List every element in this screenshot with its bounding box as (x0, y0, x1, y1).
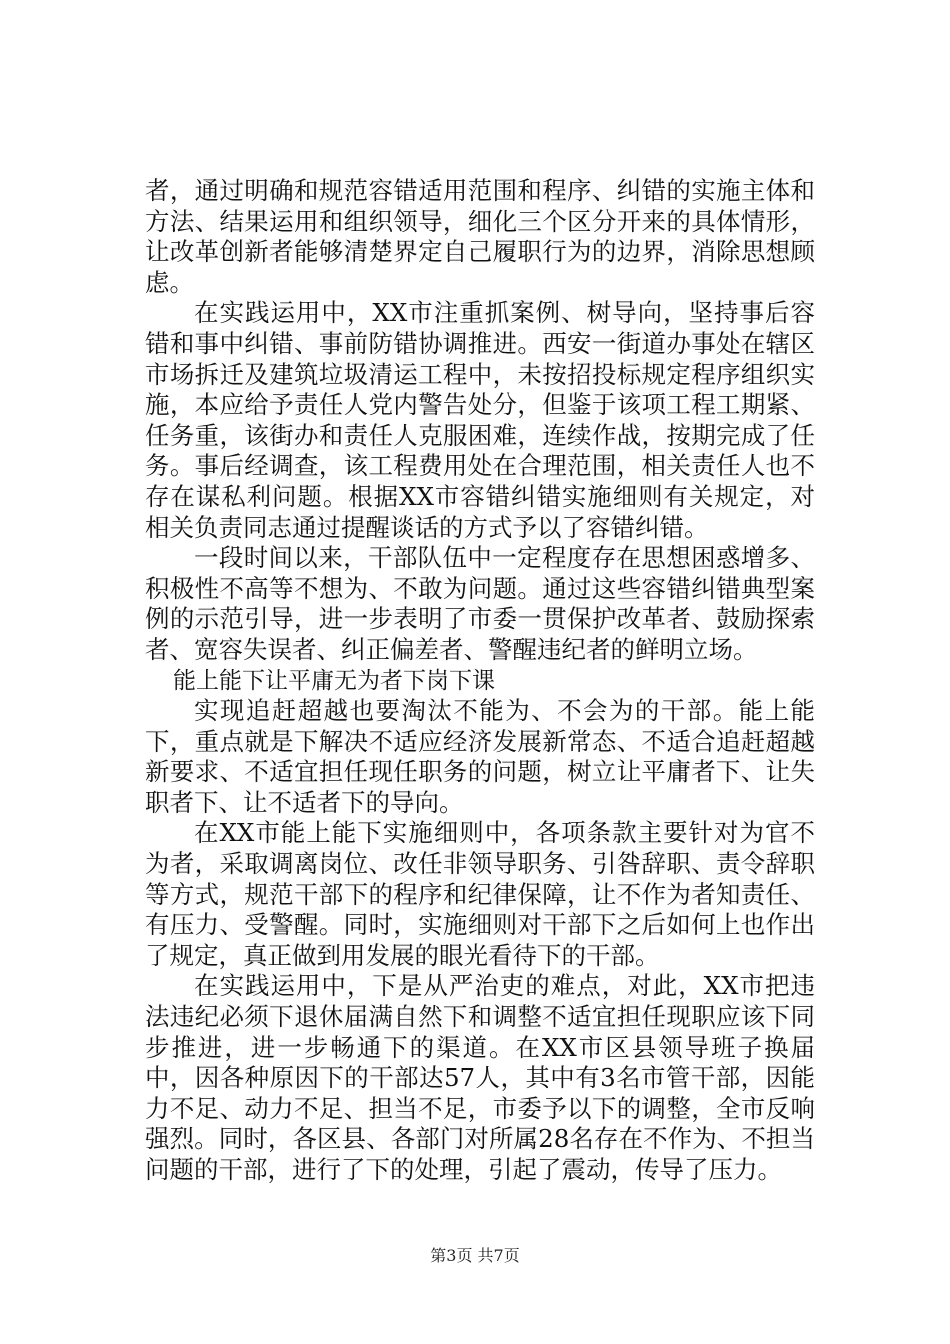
document-body (145, 176, 815, 1186)
section-heading: 能上能下让平庸无为者下岗下课 (173, 667, 495, 694)
paragraph-3: 一段时间以来，干部队伍中一定程度存在思想困惑增多、积极性不高等不想为、不敢为问题。通过这些容错纠错典型案例的示范引导，进一步表明了市委一贯保护改革者、鼓励探索者、宽容失误者、纠正偏差者、警醒违纪者的鲜明立场。 (145, 543, 815, 664)
page-footer (0, 1243, 950, 1266)
paragraph-2: 在实践运用中，XX市注重抓案例、树导向，坚持事后容错和事中纠错、事前防错协调推进。西安一街道办事处在辖区市场拆迁及建筑垃圾清运工程中，未按招投标规定程序组织实施，本应给予责任人党内警告处分，但鉴于该项工程工期紧、任务重，该街办和责任人克服困难，连续作战，按期完成了任务。事后经调查，该工程费用处在合理范围，相关责任人也不存在谋私利问题。根据XX市容错纠错实施细则有关规定，对相关负责同志通过提醒谈话的方式予以了容错纠错。 (145, 298, 815, 542)
paragraph-1: 者，通过明确和规范容错适用范围和程序、纠错的实施主体和方法、结果运用和组织领导，细化三个区分开来的具体情形，让改革创新者能够清楚界定自己履职行为的边界，消除思想顾虑。 (145, 176, 815, 297)
paragraph-6: 在实践运用中，下是从严治吏的难点，对此，XX市把违法违纪必须下退休届满自然下和调整不适宜担任现职应该下同步推进，进一步畅通下的渠道。在XX市区县领导班子换届中，因各种原因下的干部达57人，其中有3名市管干部，因能力不足、动力不足、担当不足，市委予以下的调整，全市反响强烈。同时，各区县、各部门对所属28名存在不作为、不担当问题的干部，进行了下的处理，引起了震动，传导了压力。 (145, 971, 815, 1184)
paragraph-4: 实现追赶超越也要淘汰不能为、不会为的干部。能上能下，重点就是下解决不适应经济发展新常态、不适合追赶超越新要求、不适宜担任现任职务的问题，树立让平庸者下、让失职者下、让不适者下的导向。 (145, 696, 815, 817)
paragraph-5: 在XX市能上能下实施细则中，各项条款主要针对为官不为者，采取调离岗位、改任非领导职务、引咎辞职、责令辞职等方式，规范干部下的程序和纪律保障，让不作为者知责任、有压力、受警醒。同时，实施细则对干部下之后如何上也作出了规定，真正做到用发展的眼光看待下的干部。 (145, 818, 815, 970)
page-number-label: 第3页 共7页 (430, 1246, 520, 1265)
